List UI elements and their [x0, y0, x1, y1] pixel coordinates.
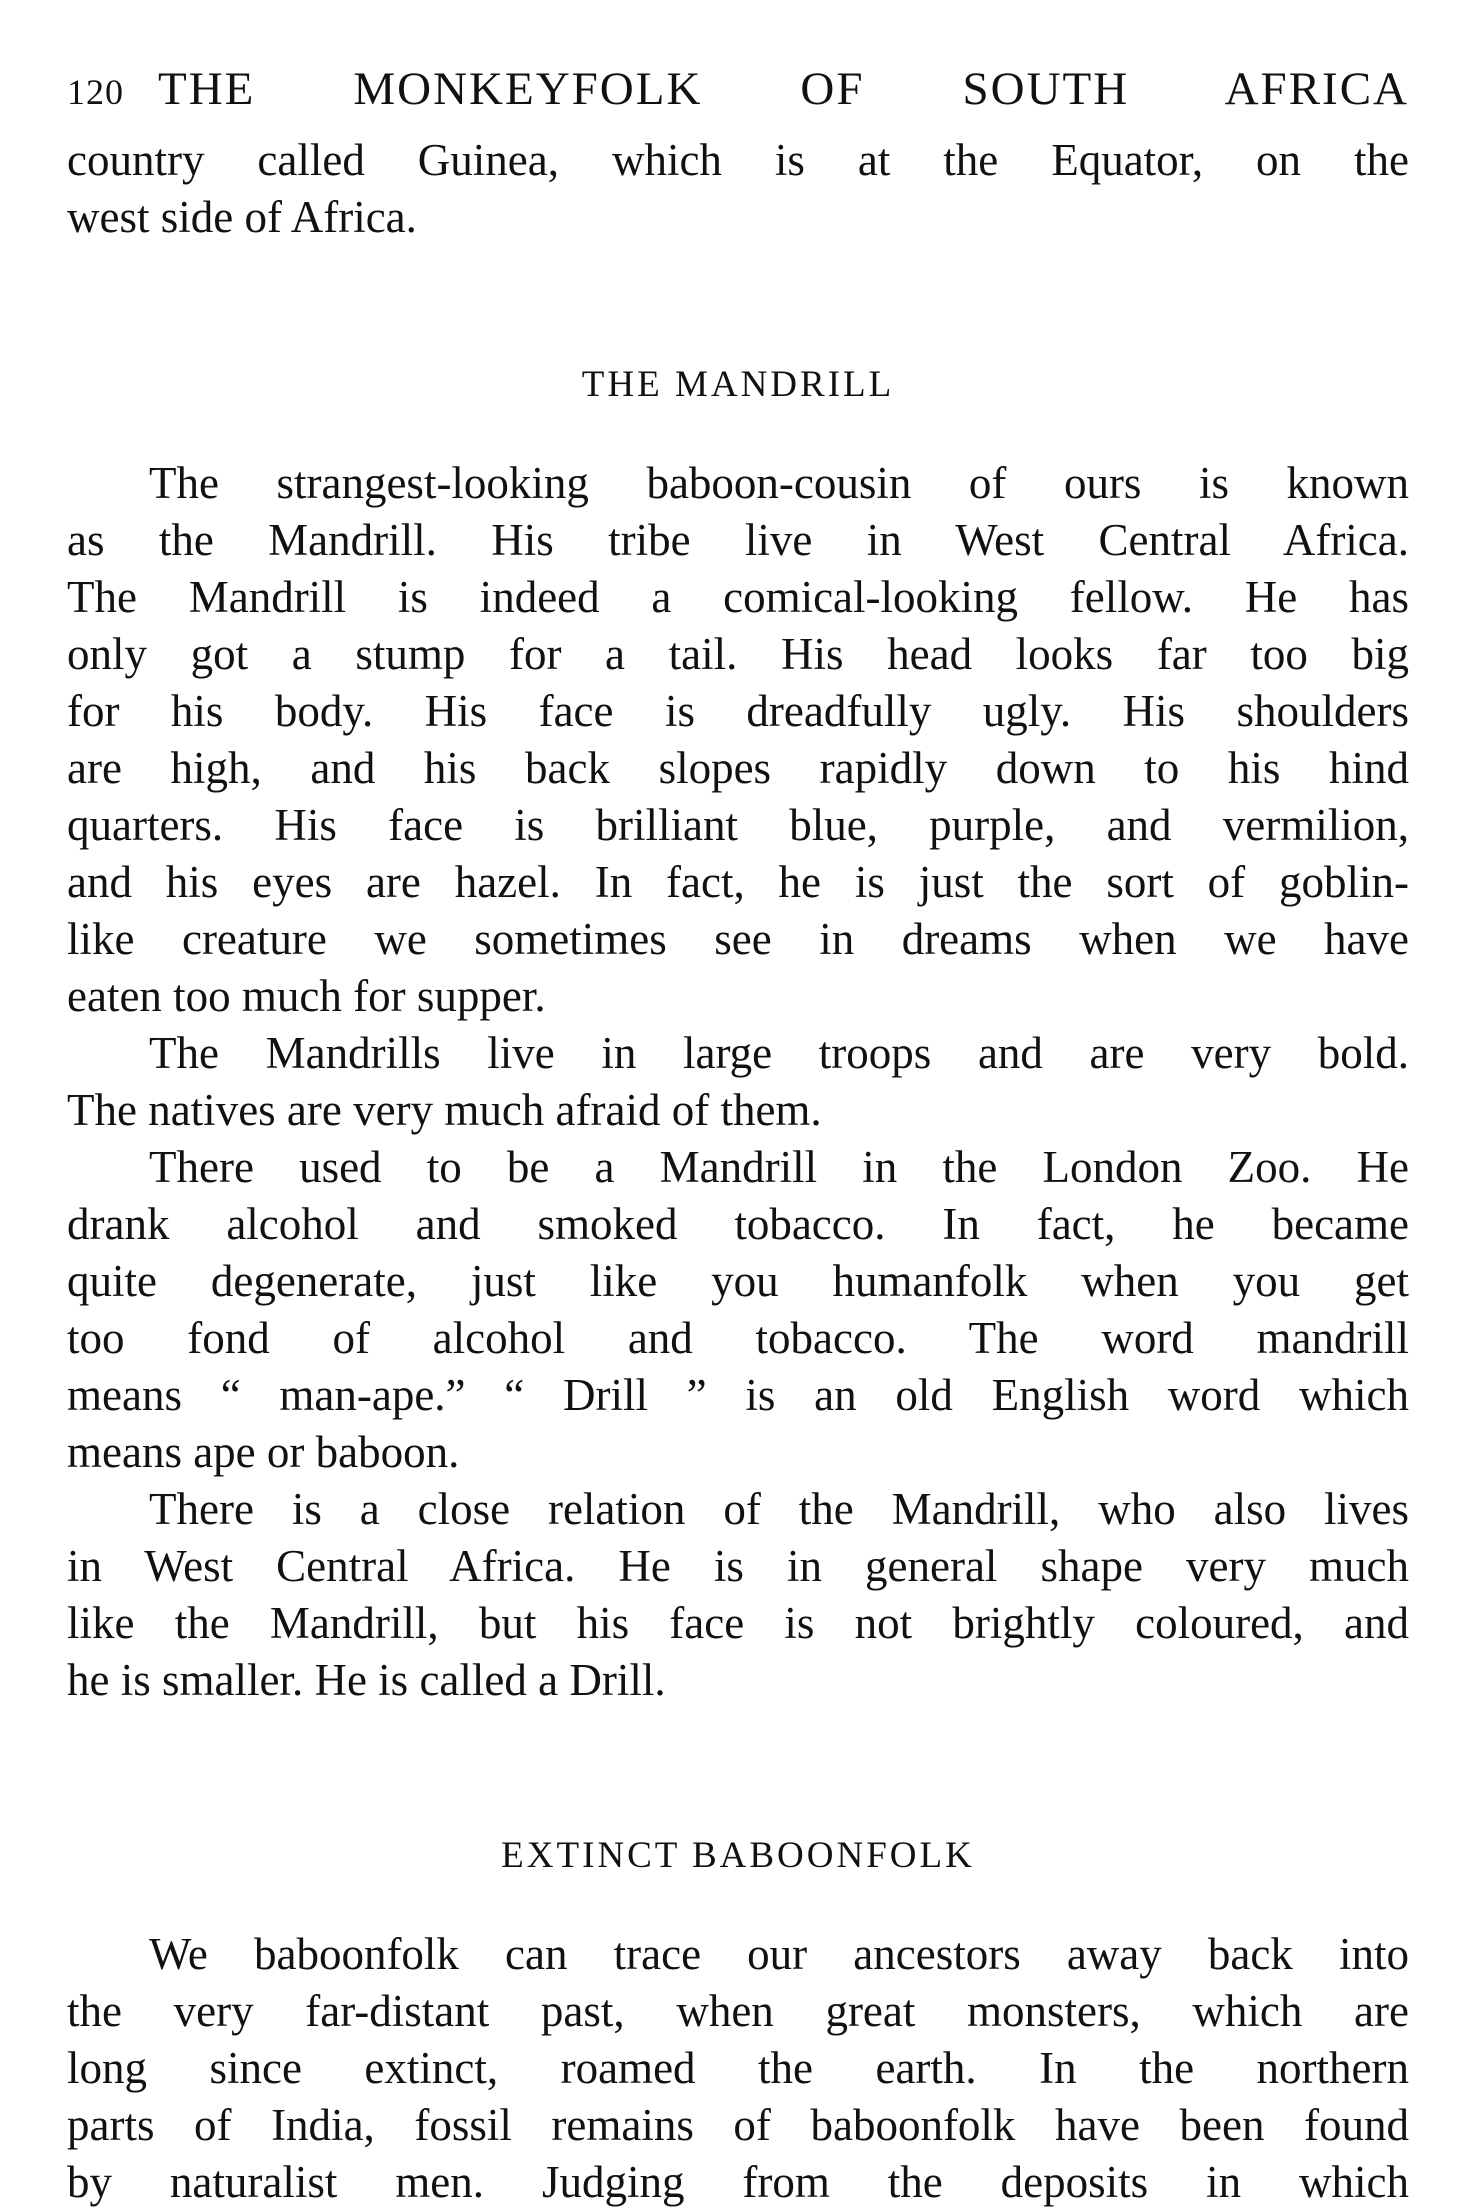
section-heading-mandrill: THE MANDRILL [581, 364, 895, 405]
text-line: The strangest-looking baboon-cousin of ours is known [149, 458, 1409, 508]
text-line: like creature we sometimes see in dreams when we have [67, 914, 1409, 964]
text-line: There is a close relation of the Mandrill, who also lives [149, 1484, 1409, 1534]
text-line: too fond of alcohol and tobacco. The word mandrill [67, 1313, 1409, 1363]
text-line: quite degenerate, just like you humanfolk when you get [67, 1256, 1409, 1306]
text-line: only got a stump for a tail. His head looks far too big [67, 629, 1409, 679]
book-page [67, 62, 1409, 2211]
paragraph [67, 1025, 1409, 1139]
paragraph [67, 455, 1409, 1025]
text-line: drank alcohol and smoked tobacco. In fact, he became [67, 1199, 1409, 1249]
text-line: means ape or baboon. [67, 1427, 460, 1477]
running-head [67, 62, 1409, 132]
text-line: The Mandrill is indeed a comical-looking fellow. He has [67, 572, 1409, 622]
text-line: The Mandrills live in large troops and are very bold. [149, 1028, 1409, 1078]
text-line: country called Guinea, which is at the Equator, on the [67, 135, 1409, 185]
text-line: are high, and his back slopes rapidly down to his hind [67, 743, 1409, 793]
text-line: The natives are very much afraid of them. [67, 1085, 822, 1135]
text-line: he is smaller. He is called a Drill. [67, 1655, 666, 1705]
paragraph [67, 1139, 1409, 1481]
section-heading-extinct-baboonfolk: EXTINCT BABOONFOLK [501, 1835, 975, 1876]
text-line: for his body. His face is dreadfully ugly. His shoulders [67, 686, 1409, 736]
text-line: as the Mandrill. His tribe live in West Central Africa. [67, 515, 1409, 565]
text-line: and his eyes are hazel. In fact, he is just the sort of goblin- [67, 857, 1409, 907]
text-line: eaten too much for supper. [67, 971, 546, 1021]
text-line: the very far-distant past, when great monsters, which are [67, 1986, 1409, 2036]
text-line: We baboonfolk can trace our ancestors away back into [149, 1929, 1409, 1979]
text-line: parts of India, fossil remains of baboonfolk have been found [67, 2100, 1409, 2150]
paragraph [67, 1926, 1409, 2211]
text-line: in West Central Africa. He is in general shape very much [67, 1541, 1409, 1591]
paragraph [67, 1481, 1409, 1709]
text-line: quarters. His face is brilliant blue, purple, and vermilion, [67, 800, 1409, 850]
text-line: There used to be a Mandrill in the London Zoo. He [149, 1142, 1409, 1192]
text-line: long since extinct, roamed the earth. In the northern [67, 2043, 1409, 2093]
text-line: west side of Africa. [67, 192, 417, 242]
text-line: means “ man-ape.” “ Drill ” is an old English word which [67, 1370, 1409, 1420]
opening-paragraph [67, 132, 1409, 246]
page-number: 120 [67, 72, 124, 112]
text-line: like the Mandrill, but his face is not brightly coloured, and [67, 1598, 1409, 1648]
text-line: by naturalist men. Judging from the deposits in which [67, 2157, 1409, 2207]
running-title: THE MONKEYFOLK OF SOUTH AFRICA [158, 63, 1409, 115]
